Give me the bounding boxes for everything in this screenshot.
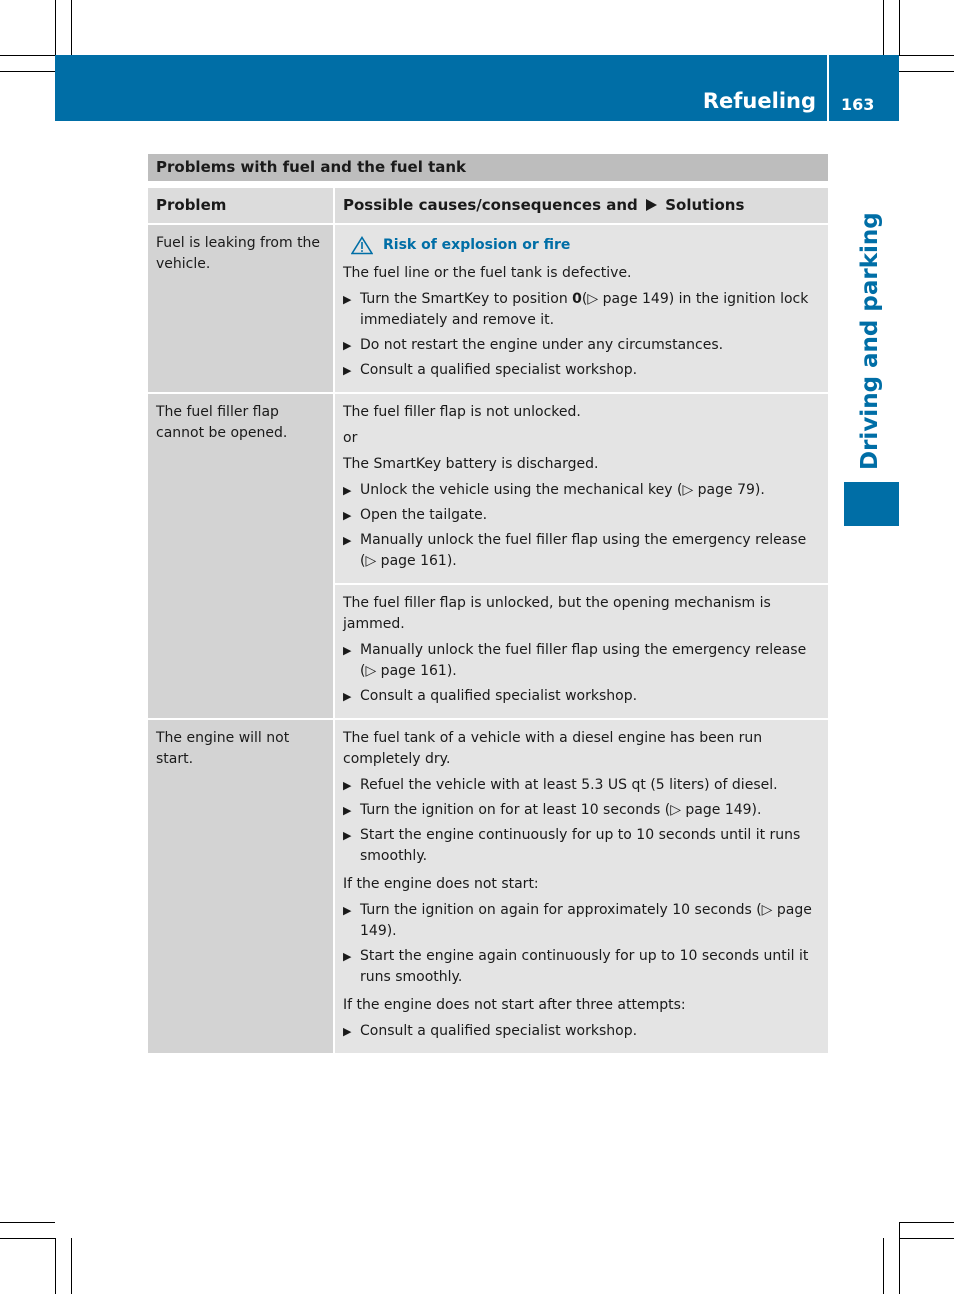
step-text: Turn the SmartKey to position — [360, 291, 568, 307]
step-item — [343, 289, 820, 331]
crop-mark — [899, 0, 900, 55]
crop-mark — [55, 1238, 56, 1294]
crop-mark — [883, 0, 884, 55]
crop-mark — [0, 55, 55, 56]
or-text: or — [343, 430, 358, 446]
step-text: Manually unlock the fuel filler flap using the emergency release (▷ page 161). — [360, 642, 807, 679]
problem-cell: Fuel is leaking from the vehicle. — [148, 224, 334, 393]
side-section-label-text: Driving and parking — [857, 212, 883, 470]
step-item — [343, 825, 820, 867]
step-item — [343, 775, 820, 796]
section-title: Problems with fuel and the fuel tank — [148, 154, 828, 181]
step-item — [343, 360, 820, 381]
crop-mark — [0, 71, 55, 72]
side-tab-marker — [844, 482, 899, 526]
cause-text: The fuel filler flap is unlocked, but the opening mechanism is jammed. — [343, 595, 771, 632]
step-text: Start the engine continuously for up to 10 seconds until it runs smoothly. — [360, 827, 801, 864]
arrow-right-icon — [645, 198, 658, 212]
step-item — [343, 800, 820, 821]
column-header-problem: Problem — [148, 188, 334, 224]
crop-mark — [55, 0, 56, 55]
cause-text: The SmartKey battery is discharged. — [343, 456, 599, 472]
chapter-title: Refueling — [702, 89, 816, 113]
arrow-right-icon: ▶ — [343, 690, 352, 703]
arrow-right-icon: ▶ — [343, 779, 352, 792]
warning-triangle-icon — [351, 236, 373, 255]
crop-mark — [71, 0, 72, 55]
problem-cell: The engine will not start. — [148, 719, 334, 1053]
column-header-solutions-text: Possible causes/consequences and — [343, 196, 638, 214]
step-item — [343, 686, 820, 707]
problems-table — [148, 188, 828, 1053]
step-text: Manually unlock the fuel filler flap using the emergency release (▷ page 161). — [360, 532, 807, 569]
arrow-right-icon: ▶ — [343, 1025, 352, 1038]
table-row — [148, 224, 828, 393]
table-row — [148, 719, 828, 1053]
step-item — [343, 335, 820, 356]
step-item — [343, 900, 820, 942]
solution-cell — [334, 584, 828, 719]
column-header-solutions-label: Solutions — [665, 196, 745, 214]
cause-text: The fuel filler flap is not unlocked. — [343, 404, 581, 420]
step-text: Start the engine again continuously for up to 10 seconds until it runs smoothly. — [360, 948, 809, 985]
step-text: Open the tailgate. — [360, 507, 488, 523]
step-item — [343, 505, 820, 526]
crop-mark — [0, 1222, 55, 1223]
solution-cell — [334, 224, 828, 393]
arrow-right-icon: ▶ — [343, 950, 352, 963]
step-text: Refuel the vehicle with at least 5.3 US qt (5 liters) of diesel. — [360, 777, 778, 793]
warning-text: Risk of explosion or fire — [383, 237, 571, 253]
crop-mark — [71, 1238, 72, 1294]
table-row — [148, 393, 828, 584]
arrow-right-icon: ▶ — [343, 804, 352, 817]
crop-mark — [899, 1222, 954, 1223]
step-text: Turn the ignition on for at least 10 seconds (▷ page 149). — [360, 802, 762, 818]
step-text: Do not restart the engine under any circumstances. — [360, 337, 724, 353]
solution-cell — [334, 393, 828, 584]
arrow-right-icon: ▶ — [343, 484, 352, 497]
page-number: 163 — [841, 95, 875, 114]
step-text: Turn the ignition on again for approximately 10 seconds (▷ page 149). — [360, 902, 812, 939]
step-item — [343, 1021, 820, 1042]
step-item — [343, 480, 820, 501]
arrow-right-icon: ▶ — [343, 534, 352, 547]
arrow-right-icon: ▶ — [343, 644, 352, 657]
crop-mark — [899, 55, 954, 56]
arrow-right-icon: ▶ — [343, 509, 352, 522]
step-item — [343, 640, 820, 682]
column-header-solutions — [334, 188, 828, 224]
step-item — [343, 946, 820, 988]
condition-text: If the engine does not start after three attempts: — [343, 997, 686, 1013]
step-text: Consult a qualified specialist workshop. — [360, 1023, 638, 1039]
cause-text: The fuel tank of a vehicle with a diesel engine has been run completely dry. — [343, 730, 763, 767]
header-divider — [827, 55, 829, 121]
problem-cell: The fuel filler flap cannot be opened. — [148, 393, 334, 719]
warning-box — [343, 235, 820, 256]
step-text: Consult a qualified specialist workshop. — [360, 362, 638, 378]
cause-text: The fuel line or the fuel tank is defective. — [343, 265, 632, 281]
key-position: 0 — [572, 291, 582, 307]
arrow-right-icon: ▶ — [343, 364, 352, 377]
arrow-right-icon: ▶ — [343, 293, 352, 306]
crop-mark — [899, 1222, 900, 1294]
crop-mark — [883, 1238, 884, 1294]
arrow-right-icon: ▶ — [343, 904, 352, 917]
table-header-row — [148, 188, 828, 224]
arrow-right-icon: ▶ — [343, 829, 352, 842]
crop-mark — [0, 1238, 55, 1239]
step-text: (▷ page 149) in the ignition lock immediately and remove it. — [360, 291, 809, 328]
crop-mark — [899, 1238, 954, 1239]
step-text: Unlock the vehicle using the mechanical key (▷ page 79). — [360, 482, 765, 498]
crop-mark — [899, 71, 954, 72]
arrow-right-icon: ▶ — [343, 339, 352, 352]
step-text: Consult a qualified specialist workshop. — [360, 688, 638, 704]
solution-cell — [334, 719, 828, 1053]
step-item — [343, 530, 820, 572]
condition-text: If the engine does not start: — [343, 876, 539, 892]
